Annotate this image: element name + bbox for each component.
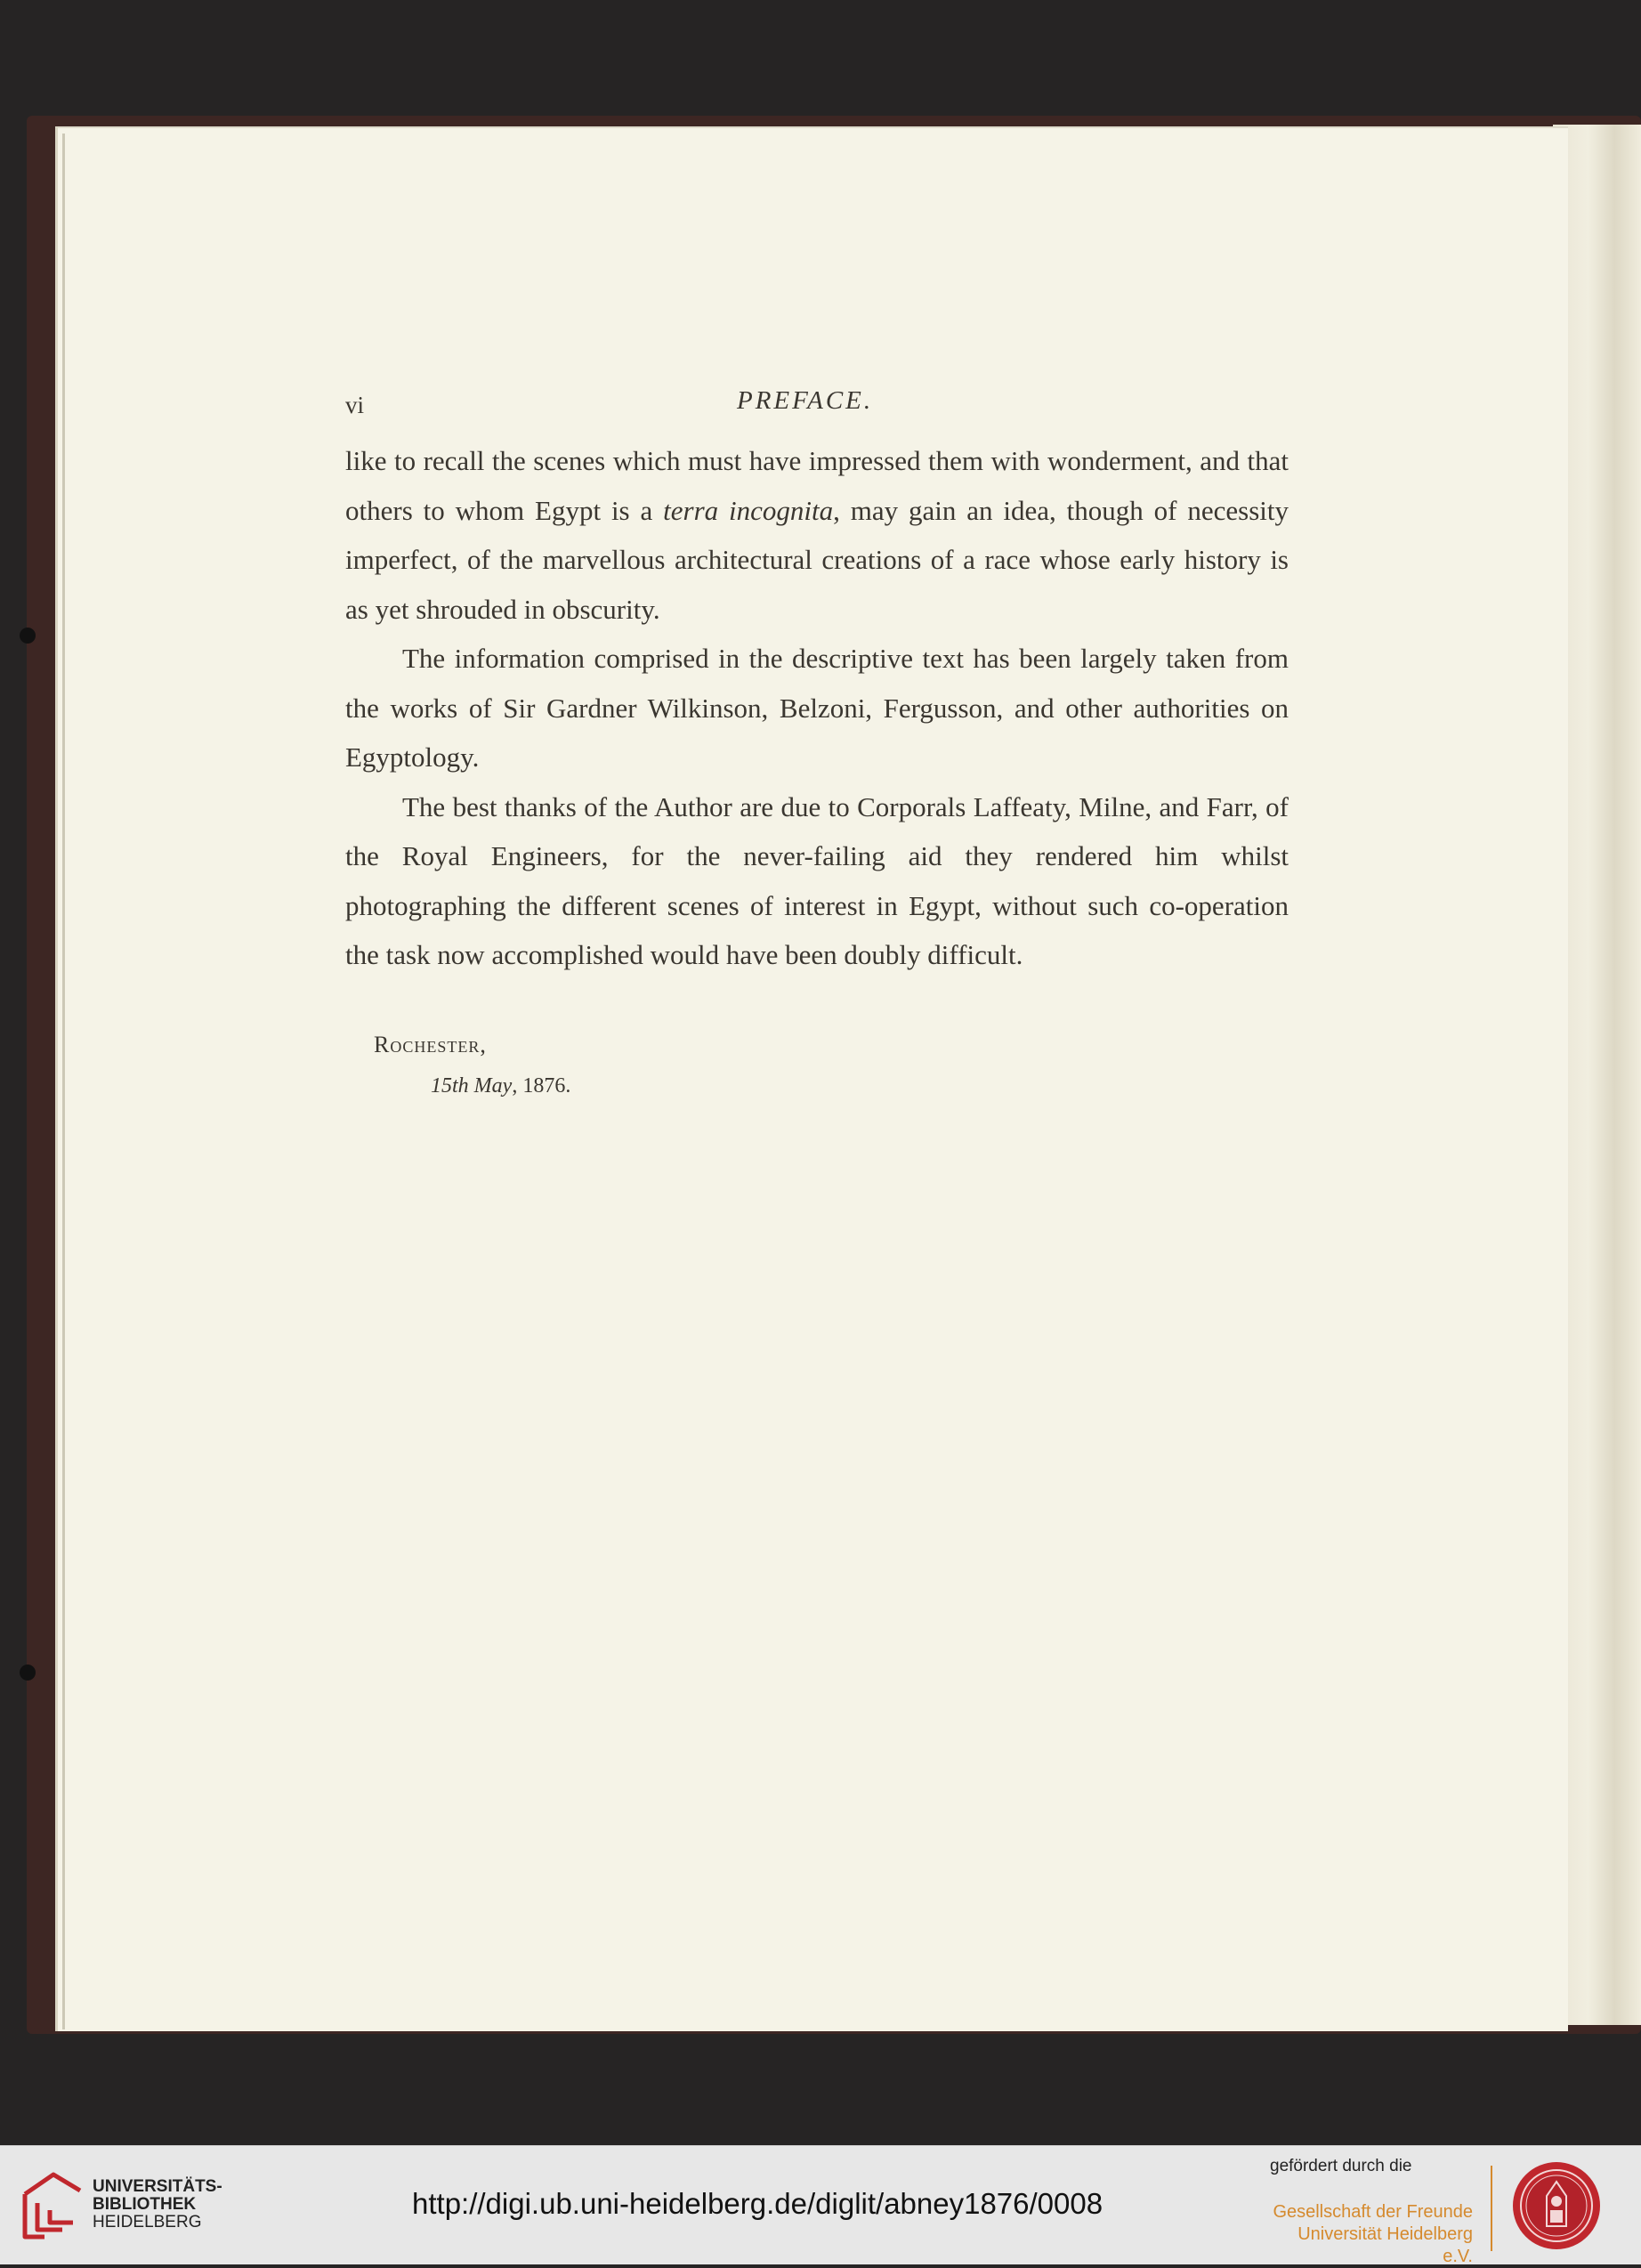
date-day: 15th: [431, 1073, 469, 1098]
signature: [345, 1025, 1289, 1106]
footer-divider: [1491, 2166, 1492, 2251]
permalink-url[interactable]: http://digi.ub.uni-heidelberg.de/diglit/abney1876/0008: [412, 2187, 1103, 2220]
text-run: The information comprised in the descriptive text has been largely taken from the works of Sir Gardner Wilkinson, Belzoni, Fergusson, and other authorities on Egyptology.: [345, 643, 1289, 773]
page-number: vi: [345, 392, 365, 418]
signature-date: [345, 1065, 1289, 1106]
viewer-footer: [0, 2145, 1641, 2264]
running-head: [345, 383, 1289, 436]
text-run: like to recall the scenes which must have impressed them with wonderment, and that others to whom Egypt is a: [345, 445, 1289, 526]
paragraph: [345, 634, 1289, 782]
sponsor-name-line2: Universität Heidelberg e.V.: [1297, 2224, 1473, 2266]
signature-place: Rochester,: [374, 1031, 487, 1057]
date-year: , 1876.: [512, 1073, 571, 1098]
paragraph: [345, 782, 1289, 980]
sponsor-name[interactable]: [1268, 2201, 1473, 2268]
date-month: May: [473, 1073, 513, 1098]
ub-heidelberg-logo-icon[interactable]: [18, 2167, 87, 2242]
paragraph: [345, 436, 1289, 634]
page-binding-edge: [62, 134, 65, 2029]
university-seal-icon: [1511, 2160, 1602, 2251]
page-content: [345, 383, 1289, 1106]
library-name-line3: HEIDELBERG: [93, 2213, 202, 2232]
text-run: , may gain an idea, though of necessity imperfect, of the marvellous architectural creations of a race whose early history is as yet shrouded in obscurity.: [345, 494, 1289, 625]
library-name-line1: UNIVERSITÄTS-: [93, 2177, 222, 2196]
funded-by-label: gefördert durch die: [1270, 2157, 1412, 2175]
body-text: [345, 436, 1289, 980]
sponsor-name-line1: Gesellschaft der Freunde: [1273, 2202, 1473, 2222]
binding-hole: [20, 628, 36, 644]
library-name-line2: BIBLIOTHEK: [93, 2195, 197, 2214]
binding-hole: [20, 1665, 36, 1681]
text-run: The best thanks of the Author are due to Corporals Laffeaty, Milne, and Farr, of the Royal Engineers, for the never-failing aid they rendered him whilst photographing the different scenes of interest in Egypt, without such co-operation the task now accomplished would have been doubly difficult.: [345, 790, 1289, 970]
library-name: [93, 2178, 222, 2232]
running-head-title: PREFACE.: [737, 386, 874, 415]
italic-phrase: terra incognita: [663, 494, 834, 526]
